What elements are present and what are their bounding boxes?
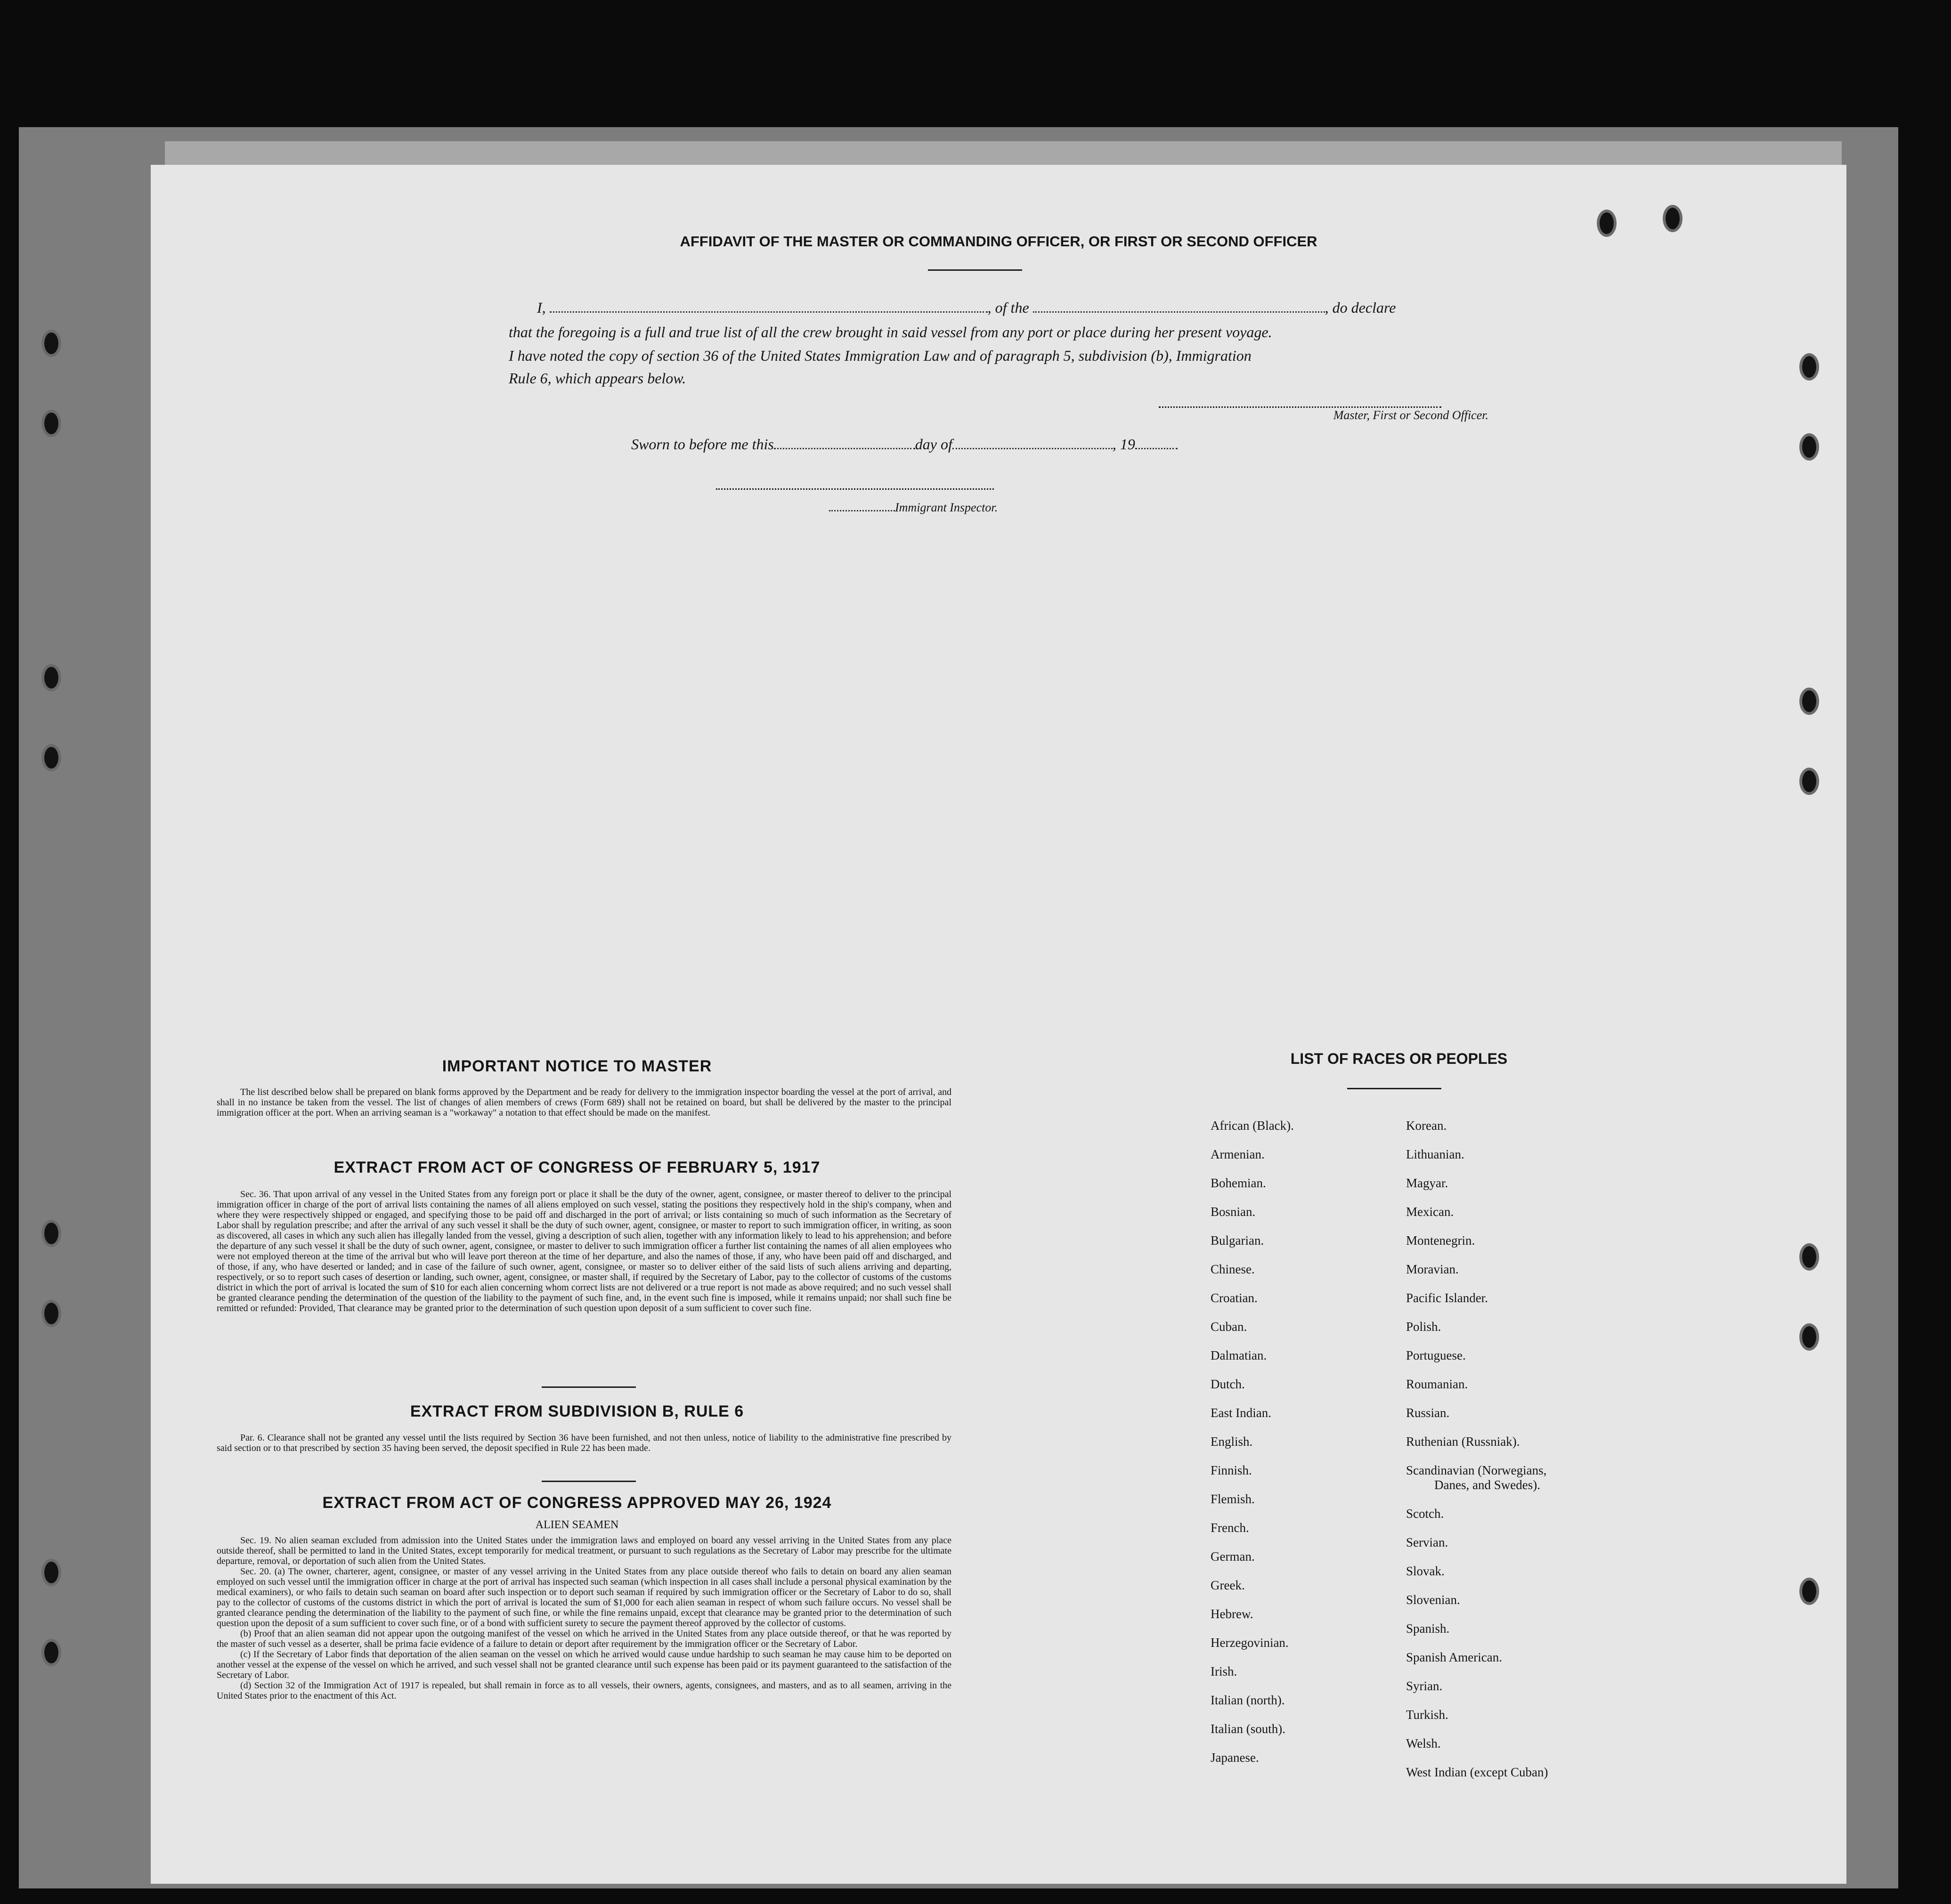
sworn-day-label: day of bbox=[915, 436, 952, 453]
race-item: Irish. bbox=[1211, 1664, 1237, 1678]
sworn-month-blank[interactable] bbox=[952, 448, 1113, 449]
affidavit-line-3: I have noted the copy of section 36 of the United States Immigration Law and of paragraph 5, subdivision (b), Immigration bbox=[509, 347, 1252, 364]
binder-hole bbox=[41, 1559, 61, 1586]
affidavit-declare-label: , do declare bbox=[1325, 299, 1396, 316]
race-item: West Indian (except Cuban) bbox=[1406, 1765, 1548, 1779]
race-item: Welsh. bbox=[1406, 1736, 1441, 1750]
extract-rule6-text: Par. 6. Clearance shall not be granted any vessel until the lists required by Section 36 have been furnished, and not then unless, notice of liability to the administrative fine prescribed by said section or to that prescribed by section 35 having been served, the deposit specified in Rule 22 has been made. bbox=[217, 1433, 951, 1453]
extract-rule6-title: EXTRACT FROM SUBDIVISION B, RULE 6 bbox=[410, 1402, 744, 1420]
inspector-line bbox=[829, 498, 1065, 517]
binder-hole bbox=[41, 330, 61, 357]
binder-hole bbox=[41, 1220, 61, 1247]
affidavit-of-the-label: , of the bbox=[987, 299, 1029, 316]
extract-1917-text: Sec. 36. That upon arrival of any vessel in the United States from any foreign port or place it shall be the duty of the owner, agent, consignee, or master thereof to deliver to the principal immigration officer in charge of the port of arrival lists containing the names of all aliens employed on such vessel, stating the positions they respectively hold in the ship's company, when and where they were respectively shipped or engaged, and specifying those to be paid off and discharged in the port of arrival; or lists containing so much of such information as the Secretary of Labor shall by regulation prescribe; and after the arrival of any such vessel it shall be the duty of such owner, agent, consignee, or master to report to such immigration officer, in writing, as soon as discovered, all cases in which any such alien has illegally landed from the vessel, giving a description of such alien, together with any information likely to lead to his apprehension; and before the departure of any such vessel it shall be the duty of such owner, agent, consignee, or master to deliver to such immigration officer a further list containing the names of all alien employees who were not employed thereon at the time of the arrival but who will leave port thereon at the time of her departure, and also the names of those, if any, who have been paid off and discharged, and of those, if any, who have deserted or landed; and in case of the failure of such owner, agent, consignee, or master so to deliver either of the said lists of such aliens arriving and departing, respectively, or so to report such cases of desertion or landing, such owner, agent, consignee, or master shall, if required by the Secretary of Labor, pay to the collector of customs of the customs district in which the port of arrival is located the sum of $10 for each alien concerning whom correct lists are not delivered or a true report is not made as above required; and no such vessel shall be granted clearance pending the determination of the question of the liability to the payment of such fine, and, in the event such fine is imposed, while it remains unpaid; nor shall such fine be remitted or refunded: Provided, That clearance may be granted prior to the determination of such question upon deposit of a sum sufficient to cover such fine. bbox=[217, 1189, 951, 1313]
document-page bbox=[151, 165, 1846, 1884]
race-item: Spanish American. bbox=[1406, 1650, 1502, 1664]
race-item: Cuban. bbox=[1211, 1320, 1247, 1334]
race-item: Bosnian. bbox=[1211, 1205, 1256, 1219]
punch-hole bbox=[1663, 205, 1683, 232]
race-item: Scotch. bbox=[1406, 1507, 1444, 1521]
race-item: Danes, and Swedes). bbox=[1434, 1478, 1540, 1492]
race-item: Armenian. bbox=[1211, 1147, 1265, 1161]
affidavit-title: AFFIDAVIT OF THE MASTER OR COMMANDING OFFICER, OR FIRST OR SECOND OFFICER bbox=[680, 233, 1317, 250]
race-item: Bohemian. bbox=[1211, 1176, 1266, 1190]
races-right-column bbox=[1406, 1111, 1548, 1787]
race-item: Flemish. bbox=[1211, 1492, 1255, 1506]
binder-hole bbox=[41, 1639, 61, 1666]
punch-hole bbox=[1799, 768, 1819, 795]
affidavit-i-label: I, bbox=[537, 299, 546, 316]
extract-1924-subtitle: ALIEN SEAMEN bbox=[535, 1519, 619, 1531]
notice-title: IMPORTANT NOTICE TO MASTER bbox=[442, 1057, 712, 1075]
extract-1924-body bbox=[217, 1535, 951, 1701]
race-item: Italian (south). bbox=[1211, 1722, 1285, 1736]
race-item: Portuguese. bbox=[1406, 1348, 1466, 1362]
punch-hole bbox=[1799, 433, 1819, 461]
race-item: Scandinavian (Norwegians, bbox=[1406, 1463, 1547, 1477]
extract-1924-paragraph: Sec. 19. No alien seaman excluded from admission into the United States under the immigration laws and employed on board any vessel arriving in the United States from any place outside thereof, shall be permitted to land in the United States, except temporarily for medical treatment, or pursuant to such regulations as the Secretary of Labor may prescribe for the ultimate departure, removal, or deportation of such alien from the United States. bbox=[217, 1535, 951, 1566]
race-item: Moravian. bbox=[1406, 1262, 1459, 1276]
race-item: Ruthenian (Russniak). bbox=[1406, 1434, 1520, 1449]
binder-hole bbox=[41, 1300, 61, 1327]
extract-1924-paragraph: (b) Proof that an alien seaman did not appear upon the outgoing manifest of the vessel on which he arrived in the United States from any place outside thereof, or that he was reported by the master of such vessel as a deserter, shall be prima facie evidence of a failure to detain or deport after requirement by the immigration officer or the Secretary of Labor. bbox=[217, 1629, 951, 1649]
race-item: Bulgarian. bbox=[1211, 1233, 1264, 1248]
affidavit-line-4: Rule 6, which appears below. bbox=[509, 370, 686, 387]
inspector-blank[interactable] bbox=[829, 510, 895, 511]
race-item: Herzegovinian. bbox=[1211, 1636, 1289, 1650]
sworn-year-label: , 19 bbox=[1112, 436, 1135, 453]
sworn-line bbox=[631, 429, 1291, 460]
name-blank[interactable] bbox=[550, 311, 988, 313]
race-item: French. bbox=[1211, 1521, 1249, 1535]
inspector-signature-line[interactable] bbox=[716, 488, 994, 490]
vessel-blank[interactable] bbox=[1033, 311, 1325, 313]
punch-hole bbox=[1799, 353, 1819, 381]
race-item: Dutch. bbox=[1211, 1377, 1245, 1391]
master-signature-label: Master, First or Second Officer. bbox=[1333, 408, 1488, 422]
race-item: Italian (north). bbox=[1211, 1693, 1285, 1707]
race-item: Roumanian. bbox=[1406, 1377, 1468, 1391]
race-item: Polish. bbox=[1406, 1320, 1441, 1334]
race-item: Slovenian. bbox=[1406, 1593, 1460, 1607]
race-item: Mexican. bbox=[1406, 1205, 1454, 1219]
binder-hole bbox=[41, 744, 61, 771]
punch-hole bbox=[1799, 1578, 1819, 1605]
race-item: Finnish. bbox=[1211, 1463, 1252, 1477]
punch-hole bbox=[1799, 688, 1819, 715]
races-left-column bbox=[1211, 1111, 1294, 1772]
race-item: Pacific Islander. bbox=[1406, 1291, 1488, 1305]
race-item: East Indian. bbox=[1211, 1406, 1271, 1420]
sworn-prefix: Sworn to before me this bbox=[631, 436, 774, 453]
race-item: Turkish. bbox=[1406, 1708, 1448, 1722]
race-item: Croatian. bbox=[1211, 1291, 1258, 1305]
extract-1924-paragraph: Sec. 20. (a) The owner, charterer, agent, consignee, or master of any vessel arriving in the United States from any place outside thereof who fails to detain on board any alien seaman employed on such vessel until the immigration officer in charge at the port of arrival has inspected such seaman (which inspection in all cases shall include a personal physical examination by the medical examiners), or who fails to detain such seaman on board after such inspection or to deport such seaman if required by such immigration officer or the Secretary of Labor to do so, shall pay to the collector of customs of the customs district in which the port of arrival is located the sum of $1,000 for each alien seaman in respect of whom such failure occurs. No vessel shall be granted clearance pending the determination of the liability to the payment of such fine, or while the fine remains unpaid, except that clearance may be granted prior to the determination of such question upon the deposit of a sum sufficient to cover such fine, or of a bond with sufficient surety to secure the payment thereof approved by the collector of customs. bbox=[217, 1566, 951, 1629]
extract-1924-paragraph: (c) If the Secretary of Labor finds that deportation of the alien seaman on the vessel on which he arrived would cause undue hardship to such seaman he may cause him to be deported on another vessel at the expense of the vessel on which he arrived, and such vessel shall not be granted clearance until such expense has been paid or its payment guaranteed to the satisfaction of the Secretary of Labor. bbox=[217, 1649, 951, 1680]
inspector-label: Immigrant Inspector. bbox=[895, 501, 998, 514]
race-item: Hebrew. bbox=[1211, 1607, 1253, 1621]
punch-hole bbox=[1799, 1243, 1819, 1271]
race-item: Korean. bbox=[1406, 1118, 1447, 1133]
race-item: Japanese. bbox=[1211, 1750, 1259, 1765]
section-divider bbox=[542, 1481, 636, 1482]
race-item: English. bbox=[1211, 1434, 1253, 1449]
race-item: German. bbox=[1211, 1549, 1255, 1564]
sworn-year-blank[interactable] bbox=[1135, 448, 1178, 449]
race-item: Chinese. bbox=[1211, 1262, 1255, 1276]
extract-1917-title: EXTRACT FROM ACT OF CONGRESS OF FEBRUARY 5, 1917 bbox=[333, 1159, 821, 1176]
race-item: Dalmatian. bbox=[1211, 1348, 1267, 1362]
section-divider bbox=[542, 1386, 636, 1388]
race-item: Magyar. bbox=[1406, 1176, 1448, 1190]
binder-hole bbox=[41, 410, 61, 437]
race-item: African (Black). bbox=[1211, 1118, 1294, 1133]
race-item: Servian. bbox=[1406, 1535, 1448, 1549]
race-item: Montenegrin. bbox=[1406, 1233, 1475, 1248]
sworn-day-blank[interactable] bbox=[774, 448, 915, 449]
binder-hole bbox=[41, 664, 61, 691]
race-item: Spanish. bbox=[1406, 1621, 1450, 1636]
race-item: Slovak. bbox=[1406, 1564, 1445, 1578]
races-title: LIST OF RACES OR PEOPLES bbox=[1290, 1050, 1508, 1067]
race-item: Greek. bbox=[1211, 1578, 1245, 1592]
affidavit-line-2: that the foregoing is a full and true list of all the crew brought in said vessel from any port or place during her present voyage. bbox=[509, 324, 1272, 340]
race-item: Lithuanian. bbox=[1406, 1147, 1464, 1161]
notice-text: The list described below shall be prepared on blank forms approved by the Department and be ready for delivery to the immigration inspector boarding the vessel at the port of arrival, and shall in no instance be taken from the vessel. The list of changes of alien members of crews (Form 689) shall not be retained on board, but shall be delivered by the master to the principal immigration officer at the port. When an arriving seaman is a "workaway" a notation to that effect should be made on the manifest. bbox=[217, 1087, 951, 1118]
punch-hole bbox=[1799, 1323, 1819, 1351]
extract-1924-paragraph: (d) Section 32 of the Immigration Act of 1917 is repealed, but shall remain in force as to all vessels, their owners, agents, consignees, and masters, and as to all seamen, arriving in the United States prior to the enactment of this Act. bbox=[217, 1680, 951, 1701]
extract-1924-title: EXTRACT FROM ACT OF CONGRESS APPROVED MAY 26, 1924 bbox=[322, 1494, 832, 1512]
title-underline bbox=[928, 269, 1022, 271]
races-title-underline bbox=[1347, 1088, 1441, 1089]
race-item: Russian. bbox=[1406, 1406, 1450, 1420]
race-item: Syrian. bbox=[1406, 1679, 1443, 1693]
